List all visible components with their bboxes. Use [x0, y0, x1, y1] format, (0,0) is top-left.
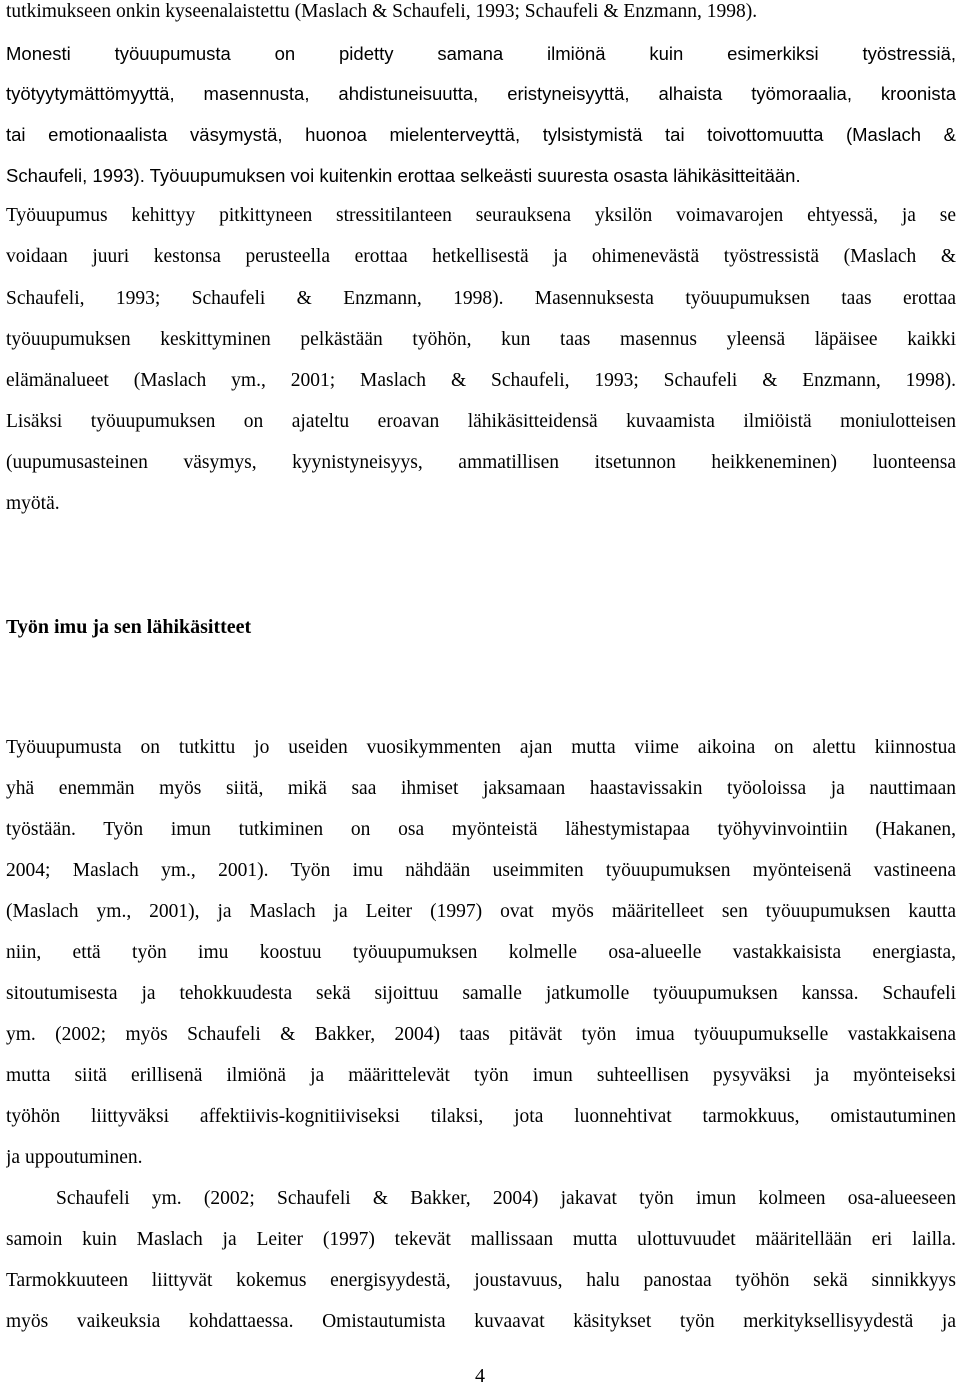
text-line: (uupumusasteinen väsymys, kyynistyneisyys, ammatillisen itsetunnon heikkeneminen) luonteensa — [6, 452, 956, 473]
text-line: Schaufeli, 1993; Schaufeli & Enzmann, 1998). Masennuksesta työuupumuksen taas erottaa — [6, 288, 956, 309]
text-line: ja uppoutuminen. — [6, 1147, 143, 1168]
text-line: niin, että työn imu koostuu työuupumuksen kolmelle osa-alueelle vastakkaisista energiasta, — [6, 942, 956, 963]
text-line: työhön liittyväksi affektiivis-kognitiiviseksi tilaksi, jota luonnehtivat tarmokkuus, omistautuminen — [6, 1106, 956, 1127]
text-line: myös vaikeuksia kohdattaessa. Omistautumista kuvaavat käsitykset työn merkityksellisyydestä ja — [6, 1311, 956, 1332]
text-line: työtyytymättömyyttä, masennusta, ahdistuneisuutta, eristyneisyyttä, alhaista työmoraalia, kroonista — [6, 83, 956, 104]
text-line: ym. (2002; myös Schaufeli & Bakker, 2004) taas pitävät työn imua työuupumukselle vastakkaisena — [6, 1024, 956, 1045]
text-line: tutkimukseen onkin kyseenalaistettu (Maslach & Schaufeli, 1993; Schaufeli & Enzmann, 1998). — [6, 1, 758, 22]
text-line: työuupumuksen keskittyminen pelkästään työhön, kun taas masennus yleensä läpäisee kaikki — [6, 329, 956, 350]
text-line: yhä enemmän myös siitä, mikä saa ihmiset jaksamaan haastavissakin työoloissa ja nauttimaan — [6, 778, 956, 799]
text-line: elämänalueet (Maslach ym., 2001; Maslach & Schaufeli, 1993; Schaufeli & Enzmann, 1998). — [6, 370, 956, 391]
text-line: Tarmokkuuteen liittyvät kokemus energisyydestä, joustavuus, halu panostaa työhön sekä sinnikkyys — [6, 1270, 956, 1291]
text-line: tai emotionaalista väsymystä, huonoa mielenterveyttä, tylsistymistä tai toivottomuutta (Maslach & — [6, 124, 956, 145]
text-line: Lisäksi työuupumuksen on ajateltu eroavan lähikäsitteidensä kuvaamista ilmiöistä moniulotteisen — [6, 411, 956, 432]
text-line: 2004; Maslach ym., 2001). Työn imu nähdään useimmiten työuupumuksen myönteisenä vastineena — [6, 860, 956, 881]
text-line: samoin kuin Maslach ja Leiter (1997) tekevät mallissaan mutta ulottuvuudet määritellään eri lailla. — [6, 1229, 956, 1250]
text-line: Työuupumusta on tutkittu jo useiden vuosikymmenten ajan mutta viime aikoina on alettu kiinnostua — [6, 737, 956, 758]
text-line: myötä. — [6, 493, 60, 514]
text-line: työstään. Työn imun tutkiminen on osa myönteistä lähestymistapaa työhyvinvointiin (Hakanen, — [6, 819, 956, 840]
text-line: Schaufeli ym. (2002; Schaufeli & Bakker, 2004) jakavat työn imun kolmeen osa-alueeseen — [56, 1188, 956, 1209]
section-heading: Työn imu ja sen lähikäsitteet — [6, 616, 252, 638]
text-line: mutta siitä erillisenä ilmiönä ja määrittelevät työn imun suhteellisen pysyväksi ja myönteiseksi — [6, 1065, 956, 1086]
text-line: (Maslach ym., 2001), ja Maslach ja Leiter (1997) ovat myös määritelleet sen työuupumuksen kautta — [6, 901, 956, 922]
text-line: Schaufeli, 1993). Työuupumuksen voi kuitenkin erottaa selkeästi suuresta osasta lähikäsitteitään. — [6, 165, 801, 186]
text-line: voidaan juuri kestonsa perusteella erottaa hetkellisestä ja ohimenevästä työstressistä (Maslach & — [6, 246, 956, 267]
text-line: Monesti työuupumusta on pidetty samana ilmiönä kuin esimerkiksi työstressiä, — [6, 43, 956, 64]
page-number: 4 — [475, 1365, 485, 1387]
text-line: Työuupumus kehittyy pitkittyneen stressitilanteen seurauksena yksilön voimavarojen ehtyessä, ja se — [6, 205, 956, 226]
text-line: sitoutumisesta ja tehokkuudesta sekä sijoittuu samalle jatkumolle työuupumuksen kanssa. Schaufeli — [6, 983, 956, 1004]
